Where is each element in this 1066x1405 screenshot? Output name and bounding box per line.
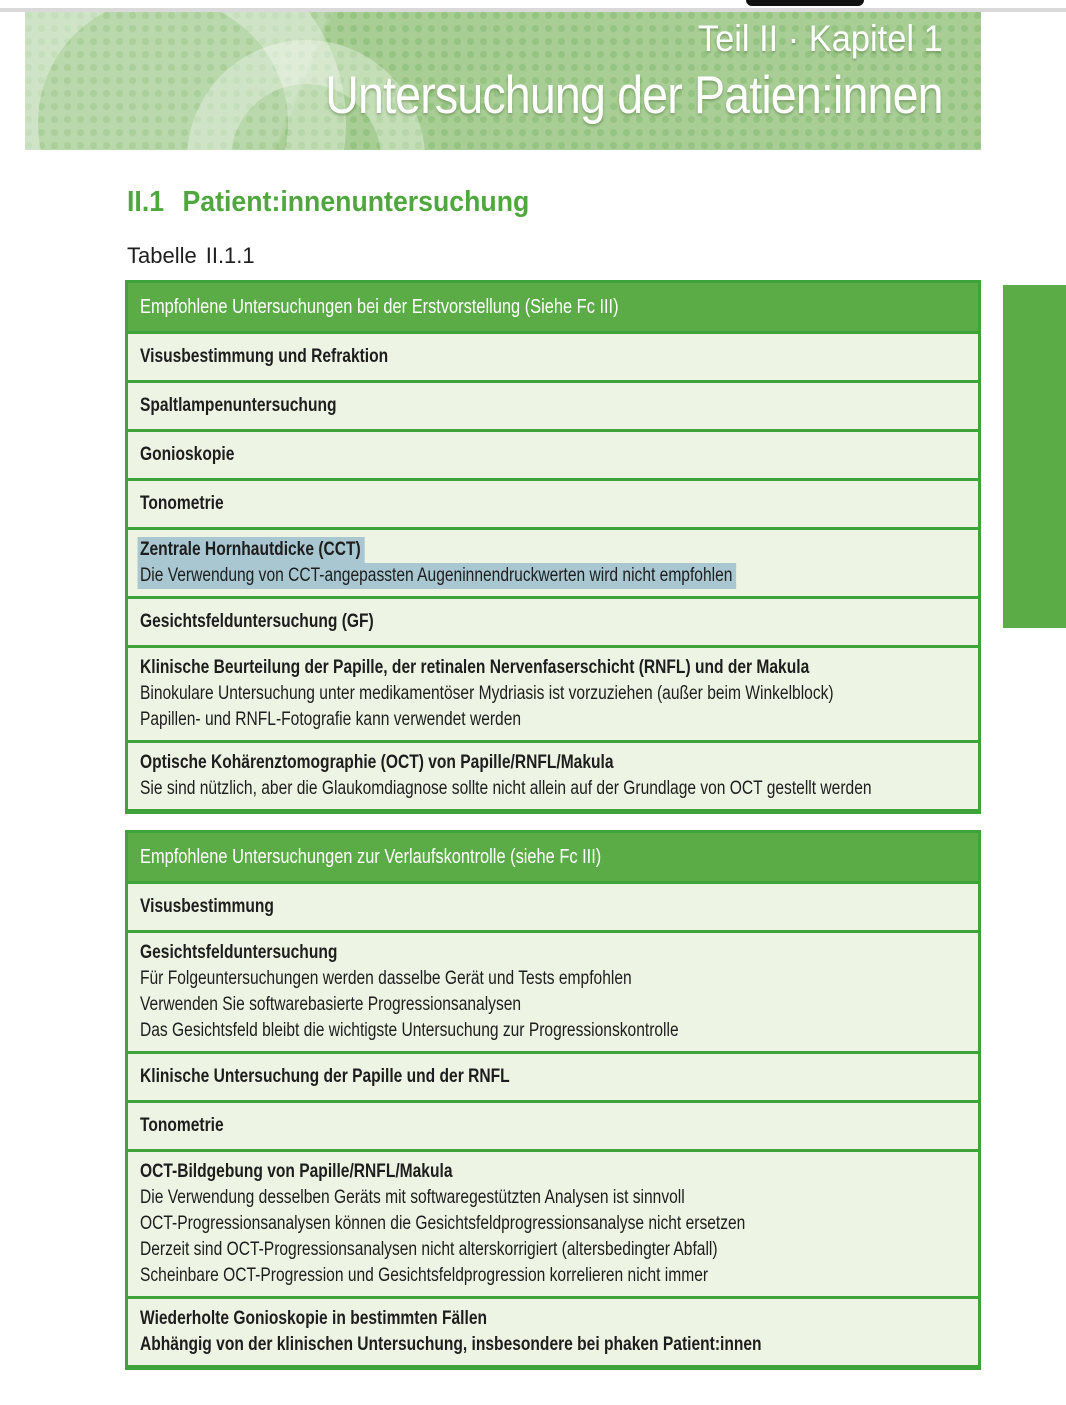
row-line: Tonometrie bbox=[140, 1115, 224, 1136]
table-caption-number: II.1.1 bbox=[205, 243, 255, 268]
table-row bbox=[128, 1296, 978, 1365]
table-caption bbox=[127, 243, 255, 269]
row-line: Klinische Beurteilung der Papille, der retinalen Nervenfaserschicht (RNFL) und der Makula bbox=[140, 657, 810, 678]
row-line bbox=[140, 537, 817, 563]
row-line: Papillen- und RNFL-Fotografie kann verwendet werden bbox=[140, 709, 522, 730]
row-line: Wiederholte Gonioskopie in bestimmten Fällen bbox=[140, 1308, 488, 1329]
table-row-highlighted bbox=[128, 527, 978, 596]
chapter-title: Untersuchung der Patien:innen bbox=[325, 65, 943, 125]
row-line: Sie sind nützlich, aber die Glaukomdiagnose sollte nicht allein auf der Grundlage von OCT gestellt werden bbox=[140, 778, 872, 799]
row-line: Scheinbare OCT-Progression und Gesichtsfeldprogression korrelieren nicht immer bbox=[140, 1265, 709, 1286]
row-line: Binokulare Untersuchung unter medikamentöser Mydriasis ist vorzuziehen (außer beim Winkelblock) bbox=[140, 683, 834, 704]
table-row bbox=[128, 740, 978, 809]
row-line: Spaltlampenuntersuchung bbox=[140, 395, 337, 416]
row-line: Gesichtsfelduntersuchung (GF) bbox=[140, 611, 374, 632]
chapter-side-tab bbox=[1003, 285, 1066, 628]
table-row bbox=[128, 881, 978, 930]
table-caption-word: Tabelle bbox=[127, 243, 197, 268]
table-header: Empfohlene Untersuchungen bei der Erstvorstellung (Siehe Fc III) bbox=[128, 283, 978, 331]
table-verlaufskontrolle bbox=[125, 830, 981, 1370]
row-line: Optische Kohärenztomographie (OCT) von Papille/RNFL/Makula bbox=[140, 752, 614, 773]
selection-highlight: Zentrale Hornhautdicke (CCT) bbox=[138, 537, 365, 563]
selection-highlight: Die Verwendung von CCT-angepassten Augeninnendruckwerten wird nicht empfohlen bbox=[138, 563, 737, 589]
row-line: Tonometrie bbox=[140, 493, 224, 514]
section-title: Patient:innenuntersuchung bbox=[182, 186, 530, 218]
row-line: Visusbestimmung und Refraktion bbox=[140, 346, 389, 367]
chapter-label: Teil II · Kapitel 1 bbox=[698, 18, 943, 59]
row-line: Visusbestimmung bbox=[140, 896, 274, 917]
row-line: Das Gesichtsfeld bleibt die wichtigste Untersuchung zur Progressionskontrolle bbox=[140, 1020, 679, 1041]
row-line: Verwenden Sie softwarebasierte Progressionsanalysen bbox=[140, 994, 522, 1015]
row-line: Derzeit sind OCT-Progressionsanalysen nicht alterskorrigiert (altersbedingter Abfall) bbox=[140, 1239, 718, 1260]
row-line: OCT-Progressionsanalysen können die Gesichtsfeldprogressionsanalyse nicht ersetzen bbox=[140, 1213, 746, 1234]
row-line: Klinische Untersuchung der Papille und der RNFL bbox=[140, 1066, 510, 1087]
table-row bbox=[128, 930, 978, 1051]
table-row bbox=[128, 1100, 978, 1149]
banner-text bbox=[241, 18, 943, 123]
row-line: Abhängig von der klinischen Untersuchung, insbesondere bei phaken Patient:innen bbox=[140, 1334, 762, 1355]
row-line: OCT-Bildgebung von Papille/RNFL/Makula bbox=[140, 1161, 453, 1182]
table-row bbox=[128, 596, 978, 645]
section-heading bbox=[127, 186, 529, 219]
table-header: Empfohlene Untersuchungen zur Verlaufskontrolle (siehe Fc III) bbox=[128, 833, 978, 881]
table-row bbox=[128, 331, 978, 380]
section-number: II.1 bbox=[127, 186, 165, 218]
top-notch bbox=[746, 0, 864, 6]
row-line: Die Verwendung desselben Geräts mit softwaregestützten Analysen ist sinnvoll bbox=[140, 1187, 685, 1208]
table-row bbox=[128, 1149, 978, 1296]
table-row bbox=[128, 429, 978, 478]
table-erstvorstellung bbox=[125, 280, 981, 814]
table-row bbox=[128, 645, 978, 740]
chapter-banner bbox=[25, 12, 981, 150]
row-line: Für Folgeuntersuchungen werden dasselbe Gerät und Tests empfohlen bbox=[140, 968, 632, 989]
row-line: Gesichtsfelduntersuchung bbox=[140, 942, 338, 963]
table-row bbox=[128, 1051, 978, 1100]
table-row bbox=[128, 478, 978, 527]
row-line: Gonioskopie bbox=[140, 444, 235, 465]
table-row bbox=[128, 380, 978, 429]
row-line bbox=[140, 563, 817, 589]
